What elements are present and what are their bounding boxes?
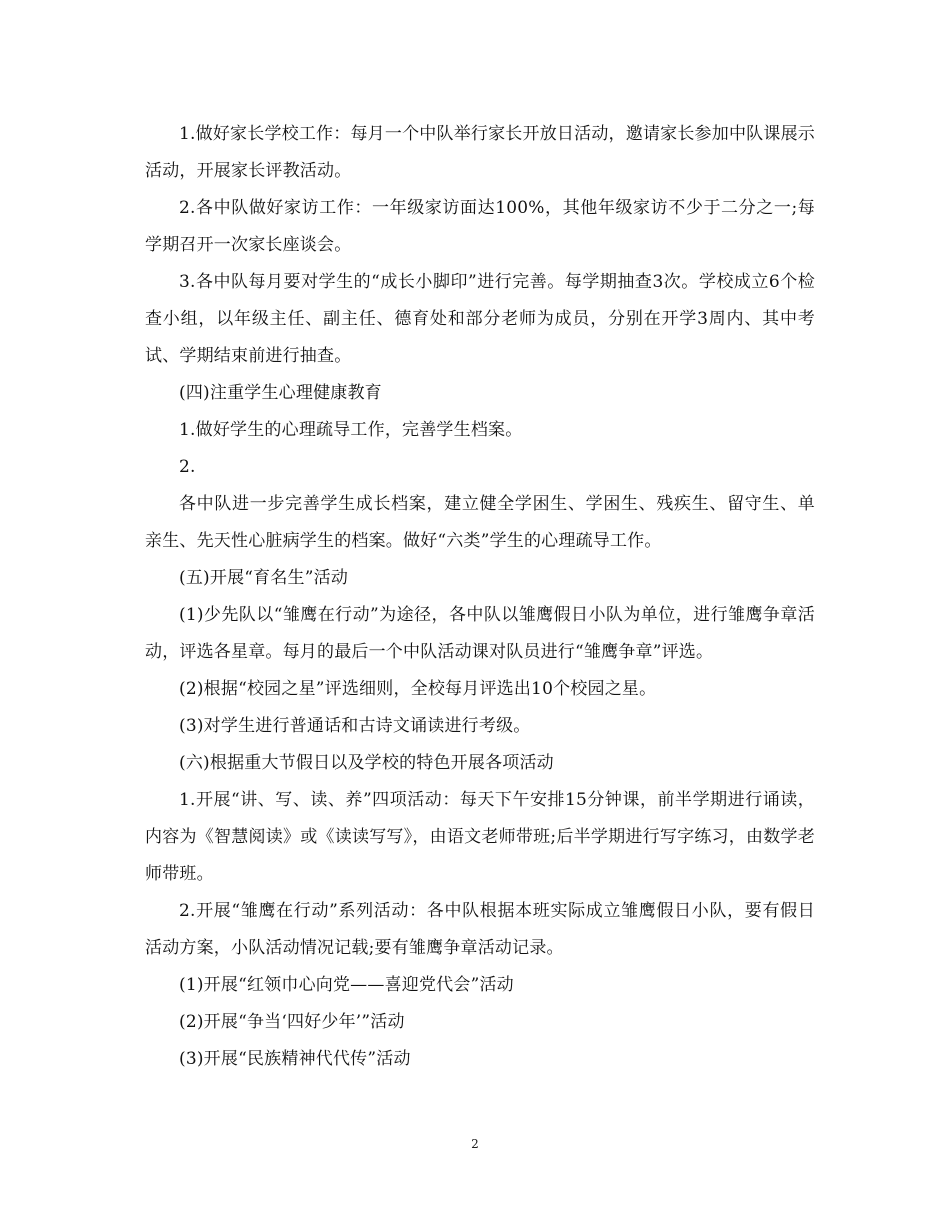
heading-section-four: (四)注重学生心理健康教育 bbox=[179, 383, 382, 403]
paragraph-item-two: 2. bbox=[179, 457, 196, 477]
paragraph-eagle-action: (1)少先队以“雏鹰在行动”为途径，各中队以雏鹰假日小队为单位，进行雏鹰争章活动，评选各星章。每月的最后一个中队活动课对队员进行“雏鹰争章”评选。 bbox=[145, 605, 815, 662]
paragraph-red-scarf-activity: (1)开展“红领巾心向党——喜迎党代会”活动 bbox=[179, 975, 514, 995]
paragraph-national-spirit: (3)开展“民族精神代代传”活动 bbox=[179, 1049, 411, 1069]
paragraph-four-activities: 1.开展“讲、写、读、养”四项活动：每天下午安排15分钟课，前半学期进行诵读，内容为《智慧阅读》或《读读写写》，由语文老师带班;后半学期进行写字练习，由数学老师带班。 bbox=[145, 790, 815, 884]
paragraph-student-records: 各中队进一步完善学生成长档案，建立健全学困生、学困生、残疾生、留守生、单亲生、先天性心脏病学生的档案。做好“六类”学生的心理疏导工作。 bbox=[145, 494, 815, 551]
paragraph-campus-stars: (2)根据“校园之星”评选细则，全校每月评选出10个校园之星。 bbox=[179, 679, 657, 699]
paragraph-four-good-youth: (2)开展“争当‘四好少年’”活动 bbox=[179, 1012, 405, 1032]
paragraph-psychological-guidance: 1.做好学生的心理疏导工作，完善学生档案。 bbox=[179, 420, 523, 440]
document-body bbox=[145, 116, 815, 1078]
paragraph-parent-school: 1.做好家长学校工作：每月一个中队举行家长开放日活动，邀请家长参加中队课展示活动，开展家长评教活动。 bbox=[145, 124, 815, 181]
paragraph-growth-footprints: 3.各中队每月要对学生的“成长小脚印”进行完善。每学期抽查3次。学校成立6个检查小组，以年级主任、副主任、德育处和部分老师为成员，分别在开学3周内、其中考试、学期结束前进行抽查。 bbox=[145, 272, 815, 366]
paragraph-mandarin-grading: (3)对学生进行普通话和古诗文诵读进行考级。 bbox=[179, 716, 531, 736]
paragraph-home-visits: 2.各中队做好家访工作：一年级家访面达100%，其他年级家访不少于二分之一;每学期召开一次家长座谈会。 bbox=[145, 198, 815, 255]
heading-section-six: (六)根据重大节假日以及学校的特色开展各项活动 bbox=[179, 753, 554, 773]
paragraph-eagle-series: 2.开展“雏鹰在行动”系列活动：各中队根据本班实际成立雏鹰假日小队，要有假日活动方案，小队活动情况记载;要有雏鹰争章活动记录。 bbox=[145, 901, 815, 958]
page-number: 2 bbox=[471, 1137, 479, 1151]
heading-section-five: (五)开展“育名生”活动 bbox=[179, 568, 349, 588]
